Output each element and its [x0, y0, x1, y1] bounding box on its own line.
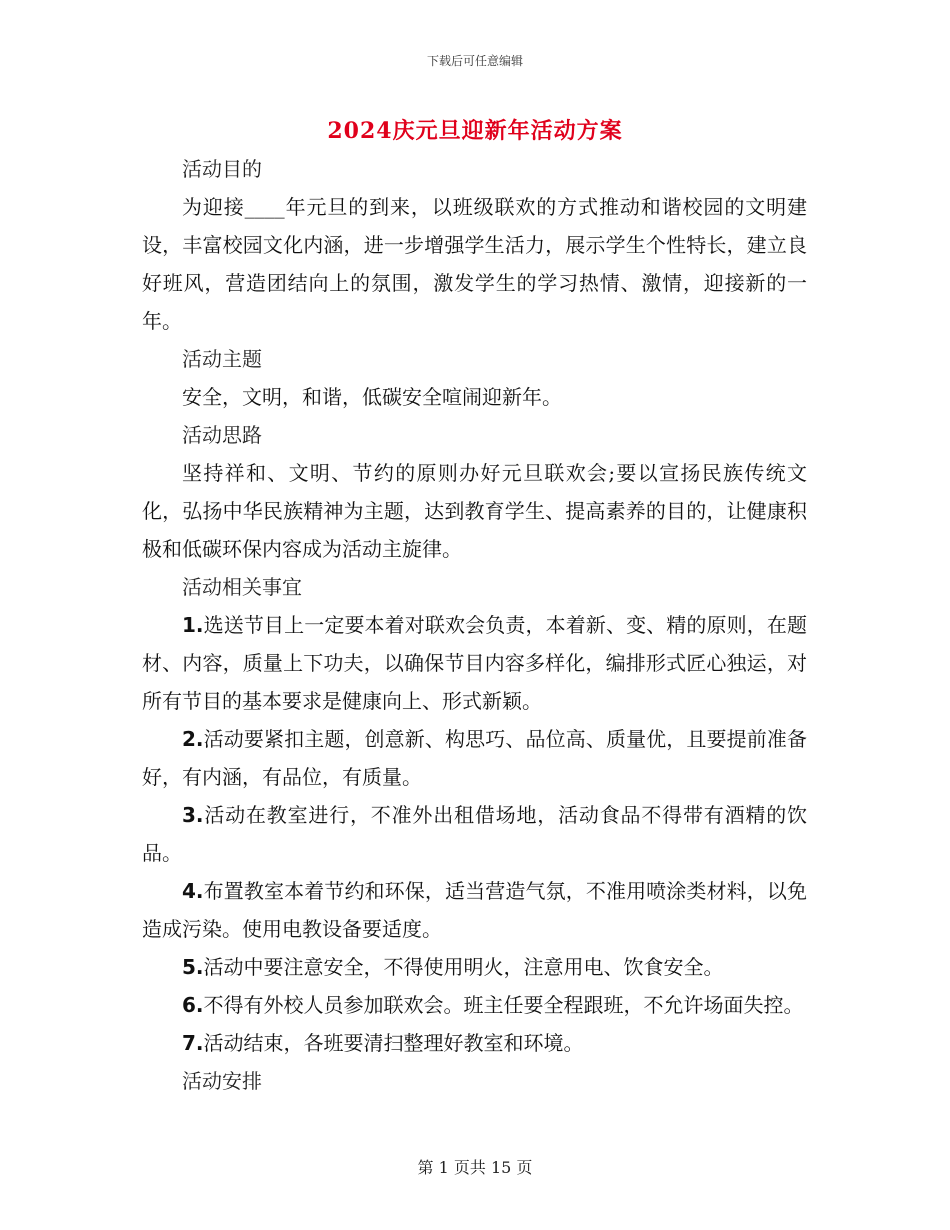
- page-footer: 第 1 页共 15 页: [417, 1158, 533, 1177]
- list-item-text: 不得有外校人员参加联欢会。班主任要全程跟班，不允许场面失控。: [203, 993, 804, 1017]
- list-item: [142, 720, 807, 796]
- list-item: [142, 948, 807, 986]
- list-item: [142, 606, 807, 720]
- list-item-text: 布置教室本着节约和环保，适当营造气氛，不准用喷涂类材料，以免造成污染。使用电教设备要适度。: [142, 879, 807, 941]
- list-item-text: 活动要紧扣主题，创意新、构思巧、品位高、质量优，且要提前准备好，有内涵，有品位，有质量。: [142, 727, 807, 789]
- paragraph-approach: 坚持祥和、文明、节约的原则办好元旦联欢会;要以宣扬民族传统文化，弘扬中华民族精神为主题，达到教育学生、提高素养的目的，让健康积极和低碳环保内容成为活动主旋律。: [142, 461, 807, 561]
- list-item-number: 3.: [182, 803, 204, 827]
- paragraph-theme: 安全，文明，和谐，低碳安全喧闹迎新年。: [182, 385, 562, 409]
- list-item-number: 5.: [182, 955, 204, 979]
- list-item-text: 活动中要注意安全，不得使用明火，注意用电、饮食安全。: [203, 955, 724, 979]
- list-item-number: 4.: [182, 879, 204, 903]
- list-item: [142, 986, 807, 1024]
- list-item-number: 7.: [182, 1031, 204, 1055]
- list-item-text: 选送节目上一定要本着对联欢会负责，本着新、变、精的原则，在题材、内容，质量上下功夫，以确保节目内容多样化，编排形式匠心独运，对所有节目的基本要求是健康向上、形式新颖。: [142, 613, 807, 713]
- list-item-text: 活动在教室进行，不准外出租借场地，活动食品不得带有酒精的饮品。: [142, 803, 807, 865]
- section-heading-theme: 活动主题: [182, 347, 262, 371]
- document-body: [142, 150, 807, 1100]
- list-item: [142, 872, 807, 948]
- section-heading-approach: 活动思路: [182, 423, 262, 447]
- paragraph-purpose: 为迎接____年元旦的到来，以班级联欢的方式推动和谐校园的文明建设，丰富校园文化内涵，进一步增强学生活力，展示学生个性特长，建立良好班风，营造团结向上的氛围，激发学生的学习热情、激情，迎接新的一年。: [142, 195, 807, 333]
- list-item-number: 2.: [182, 727, 204, 751]
- section-heading-matters: 活动相关事宜: [182, 575, 302, 599]
- section-heading-purpose: 活动目的: [182, 157, 262, 181]
- list-item: [142, 1024, 807, 1062]
- list-item-text: 活动结束，各班要清扫整理好教室和环境。: [203, 1031, 584, 1055]
- section-heading-schedule: 活动安排: [182, 1069, 262, 1093]
- list-item-number: 6.: [182, 993, 204, 1017]
- list-item: [142, 796, 807, 872]
- page-header: 下载后可任意编辑: [426, 54, 523, 68]
- list-item-number: 1.: [182, 613, 204, 637]
- document-title: 2024庆元旦迎新年活动方案: [327, 118, 623, 144]
